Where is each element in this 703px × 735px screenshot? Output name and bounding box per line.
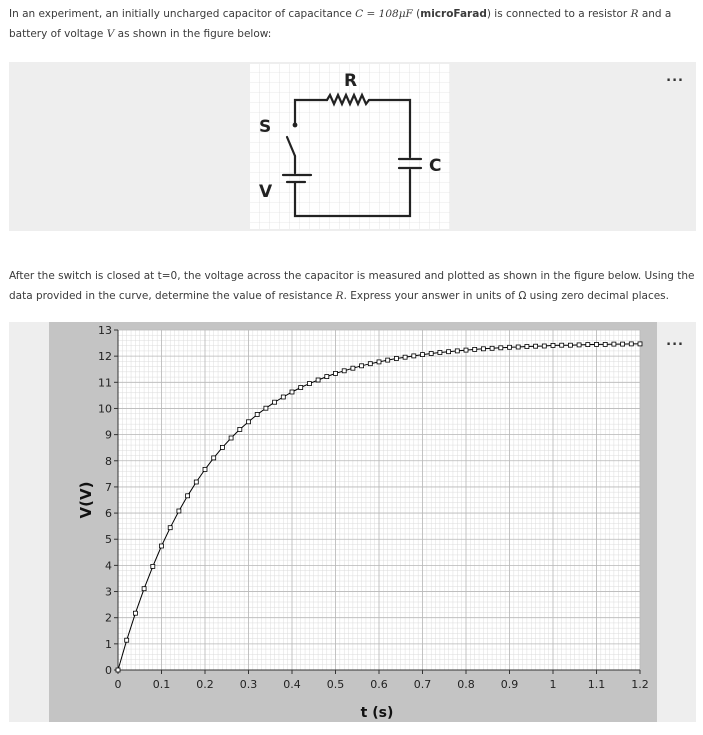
- data-point: [290, 390, 294, 394]
- data-point: [377, 360, 381, 364]
- y-tick-label: 12: [98, 350, 112, 364]
- data-point: [508, 345, 512, 349]
- data-point: [238, 427, 242, 431]
- data-point: [403, 355, 407, 359]
- resistor-symbol: R: [630, 8, 639, 20]
- y-tick-label: 7: [105, 480, 112, 494]
- y-tick-label: 6: [105, 507, 112, 521]
- data-point: [638, 342, 642, 346]
- data-point: [412, 354, 416, 358]
- data-point: [351, 366, 355, 370]
- data-point: [612, 342, 616, 346]
- x-tick-label: 0: [114, 678, 122, 691]
- x-tick-label: 0.6: [370, 678, 388, 691]
- x-tick-label: 0.7: [413, 678, 432, 691]
- data-point: [203, 467, 207, 471]
- data-point: [534, 344, 538, 348]
- data-point: [342, 369, 346, 373]
- data-point: [133, 611, 137, 615]
- y-tick-label: 2: [105, 611, 112, 625]
- x-tick-label: 0.9: [500, 678, 519, 691]
- voltage-symbol: V: [106, 28, 115, 40]
- data-point: [168, 526, 172, 530]
- data-point: [568, 343, 572, 347]
- y-tick-label: 1: [105, 637, 112, 651]
- x-tick-label: 0.2: [196, 678, 214, 691]
- data-point: [360, 364, 364, 368]
- data-point: [438, 351, 442, 355]
- data-point: [447, 350, 451, 354]
- intro-text-3: and a battery of voltage: [9, 8, 672, 40]
- data-point: [142, 587, 146, 591]
- y-tick-label: 9: [105, 428, 112, 442]
- question-intro: In an experiment, an initially uncharged capacitor of capacitance C = 108μF (microFarad) is connected to a resistor R and a battery of voltage V as shown in the figure below:: [9, 8, 672, 40]
- data-point: [464, 348, 468, 352]
- data-point: [621, 342, 625, 346]
- data-point: [255, 413, 259, 417]
- chart-more-options-icon[interactable]: ...: [666, 334, 684, 349]
- data-point: [334, 371, 338, 375]
- data-point: [421, 353, 425, 357]
- intro-text-1: In an experiment, an initially uncharged capacitor of capacitance: [9, 8, 356, 20]
- data-point: [177, 509, 181, 513]
- part2-text-1: After the switch is closed at t=0, the voltage across the capacitor is measured and plotted as shown in the figure below. Using the data provided in the curve, determine the value of resistance: [9, 270, 695, 302]
- label-s: S: [259, 117, 272, 137]
- data-point: [151, 564, 155, 568]
- data-point: [542, 344, 546, 348]
- data-point: [212, 456, 216, 460]
- data-point: [525, 345, 529, 349]
- data-point: [429, 352, 433, 356]
- y-axis-label: V(V): [77, 481, 95, 519]
- data-point: [116, 668, 120, 672]
- x-tick-label: 0.8: [457, 678, 475, 691]
- circuit-diagram: [9, 62, 696, 231]
- data-point: [273, 400, 277, 404]
- data-point: [577, 343, 581, 347]
- chart-figure-panel: [9, 322, 696, 722]
- data-point: [229, 436, 233, 440]
- intro-text-2: is connected to a resistor: [490, 8, 631, 20]
- x-tick-label: 0.1: [152, 678, 171, 691]
- data-point: [125, 638, 129, 642]
- data-point: [473, 347, 477, 351]
- part2-text-3: using zero decimal places.: [526, 290, 669, 302]
- data-point: [595, 342, 599, 346]
- data-point: [481, 347, 485, 351]
- switch-contact: [293, 123, 298, 128]
- data-point: [386, 358, 390, 362]
- data-point: [586, 343, 590, 347]
- data-point: [194, 480, 198, 484]
- data-point: [394, 357, 398, 361]
- question-part-2: [9, 266, 699, 306]
- voltage-time-chart: [9, 322, 696, 722]
- data-point: [247, 420, 251, 424]
- data-point: [455, 349, 459, 353]
- unit-note: microFarad: [420, 8, 487, 20]
- x-tick-label: 1: [549, 678, 557, 691]
- y-tick-label: 5: [105, 533, 112, 547]
- x-tick-label: 0.4: [283, 678, 301, 691]
- y-tick-label: 3: [105, 585, 112, 599]
- x-tick-label: 0.3: [239, 678, 258, 691]
- label-c: C: [429, 156, 442, 176]
- y-tick-label: 4: [105, 559, 112, 573]
- data-point: [368, 362, 372, 366]
- data-point: [603, 342, 607, 346]
- x-tick-label: 0.5: [326, 678, 345, 691]
- data-point: [499, 346, 503, 350]
- resistor-symbol-2: R: [335, 290, 344, 302]
- data-point: [299, 386, 303, 390]
- x-axis-label: t (s): [360, 705, 394, 721]
- x-tick-label: 1.1: [587, 678, 606, 691]
- x-tick-label: 1.2: [631, 678, 649, 691]
- intro-text-4: as shown in the figure below:: [114, 28, 272, 40]
- y-tick-label: 11: [98, 376, 112, 390]
- capacitance-value: C = 108μF: [355, 8, 413, 20]
- data-point: [490, 346, 494, 350]
- data-point: [160, 544, 164, 548]
- data-point: [264, 406, 268, 410]
- data-point: [220, 445, 224, 449]
- y-tick-label: 10: [98, 402, 112, 416]
- label-v: V: [259, 182, 273, 202]
- part2-text-2: . Express your answer in units of: [343, 290, 519, 302]
- data-point: [629, 342, 633, 346]
- data-point: [281, 395, 285, 399]
- data-point: [186, 494, 190, 498]
- y-tick-label: 8: [105, 454, 112, 468]
- circuit-figure-panel: [9, 62, 696, 231]
- y-tick-label: 0: [105, 664, 112, 677]
- y-tick-label: 13: [98, 324, 112, 337]
- data-point: [560, 343, 564, 347]
- data-point: [316, 378, 320, 382]
- data-point: [516, 345, 520, 349]
- data-point: [551, 343, 555, 347]
- data-point: [307, 382, 311, 386]
- ohm-symbol: Ω: [518, 290, 527, 302]
- data-point: [325, 375, 329, 379]
- more-options-icon[interactable]: ...: [666, 70, 684, 85]
- label-r: R: [344, 71, 358, 91]
